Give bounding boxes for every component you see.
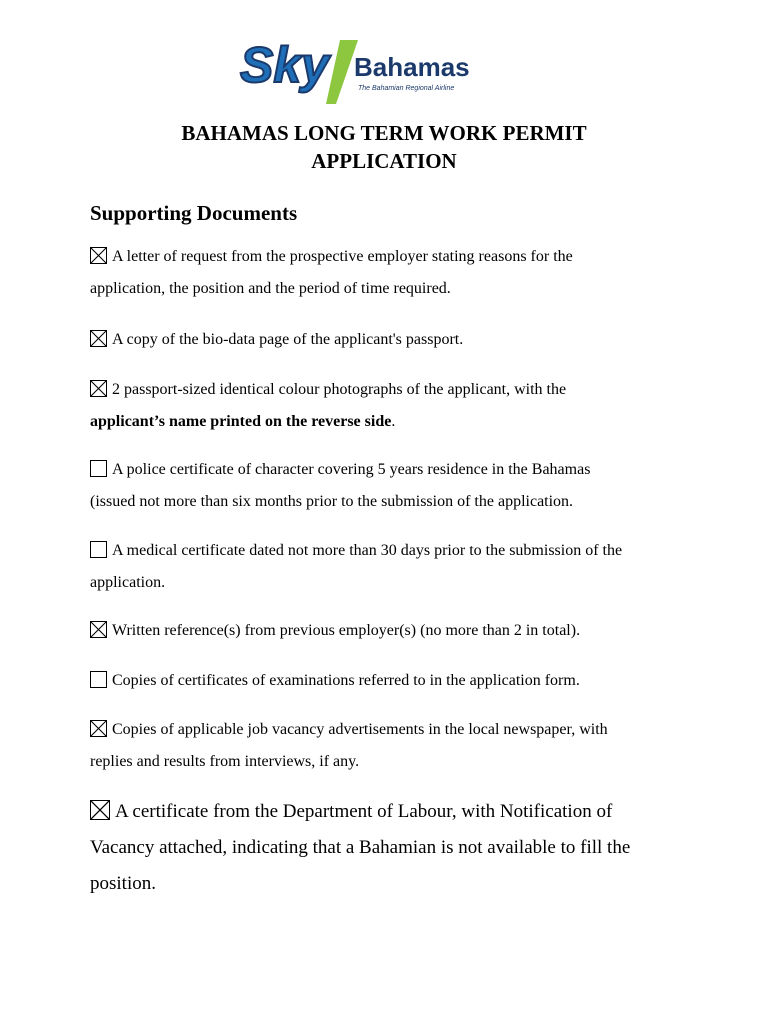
- item-text: Copies of certificates of examinations referred to in the application form.: [112, 672, 580, 689]
- document-item: [90, 241, 690, 305]
- item-text: 2 passport-sized identical colour photographs of the applicant, with the: [112, 381, 567, 398]
- page-title-line2: APPLICATION: [311, 149, 457, 173]
- checkbox-checked[interactable]: [90, 247, 107, 264]
- section-heading: Supporting Documents: [90, 201, 298, 225]
- item-text-cont: replies and results from interviews, if any.: [90, 753, 360, 770]
- document-item: [90, 615, 690, 647]
- document-item: [90, 535, 690, 599]
- document-item: [90, 794, 690, 902]
- item-text-tail: .: [391, 413, 396, 430]
- item-text: Written reference(s) from previous employer(s) (no more than 2 in total).: [112, 622, 581, 639]
- checkbox-checked[interactable]: [90, 380, 107, 397]
- logo-tagline: The Bahamian Regional Airline: [358, 85, 455, 92]
- logo-sky-text: Sky: [240, 37, 329, 93]
- item-text-cont: Vacancy attached, indicating that a Bahamian is not available to fill the: [90, 837, 631, 858]
- logo-bahamas-text: Bahamas: [354, 52, 470, 82]
- page-title-line1: BAHAMAS LONG TERM WORK PERMIT: [181, 121, 587, 145]
- document-item: [90, 714, 690, 778]
- item-text: A police certificate of character covering 5 years residence in the Bahamas: [112, 461, 591, 478]
- checkbox-checked[interactable]: [90, 621, 107, 638]
- checkbox-unchecked[interactable]: [90, 460, 107, 477]
- document-item: [90, 374, 690, 438]
- document-item: [90, 454, 690, 518]
- checkbox-unchecked[interactable]: [90, 541, 107, 558]
- checkbox-checked[interactable]: [90, 330, 107, 347]
- skybahamas-logo: [236, 30, 480, 110]
- item-text-cont: application, the position and the period of time required.: [90, 280, 451, 297]
- item-text-cont: (issued not more than six months prior to the submission of the application.: [90, 493, 574, 510]
- item-text-cont: application.: [90, 574, 166, 591]
- item-text-bold: applicant’s name printed on the reverse side: [90, 413, 392, 430]
- checkbox-checked[interactable]: [90, 720, 107, 737]
- item-text: Copies of applicable job vacancy advertisements in the local newspaper, with: [112, 721, 608, 738]
- document-item: [90, 665, 690, 697]
- item-text: A letter of request from the prospective employer stating reasons for the: [112, 248, 573, 265]
- item-text: A medical certificate dated not more than 30 days prior to the submission of the: [112, 542, 623, 559]
- checkbox-checked[interactable]: [90, 800, 110, 820]
- item-text: A certificate from the Department of Labour, with Notification of: [115, 801, 613, 822]
- item-text-cont: position.: [90, 873, 156, 894]
- document-item: [90, 324, 690, 356]
- item-text: A copy of the bio-data page of the applicant's passport.: [112, 331, 464, 348]
- checkbox-unchecked[interactable]: [90, 671, 107, 688]
